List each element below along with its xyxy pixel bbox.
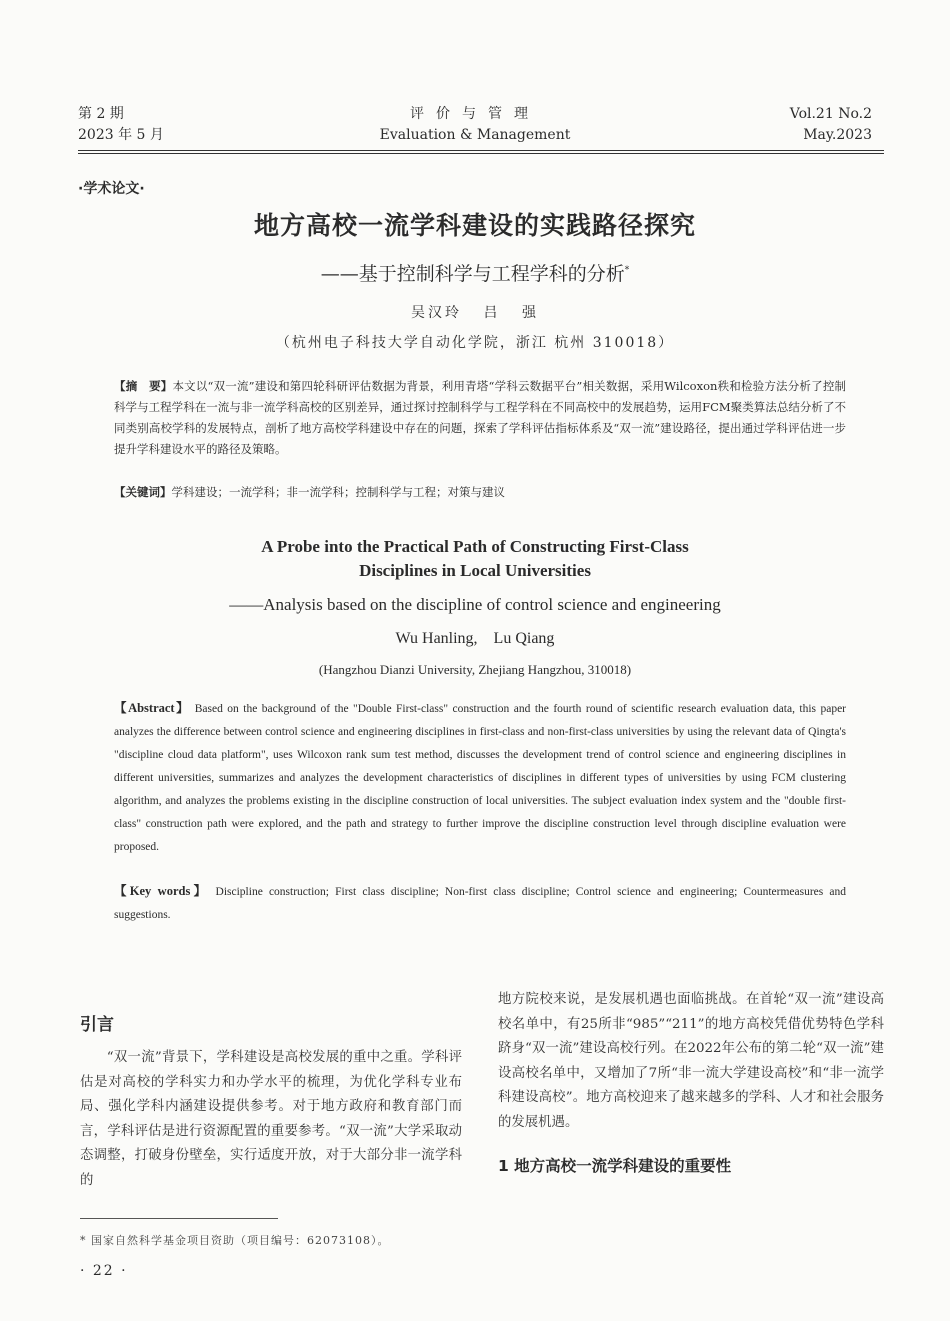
abstract-en <box>114 697 846 859</box>
footnote: * 国家自然科学基金项目资助（项目编号：62073108）。 <box>80 1234 390 1247</box>
header-issue: 第 2 期 <box>78 106 124 122</box>
right-paragraph: 地方院校来说，是发展机遇也面临挑战。在首轮“双一流”建设高校名单中，有25所非“985”“211”的地方高校凭借优势特色学科跻身“双一流”建设高校行列。在2022年公布的第二轮“双一流”建设高校名单中，又增加了7所“非一流大学建设高校”和“非一流学科建设高校”。地方高校迎来了越来越多的学科、人才和社会服务的发展机遇。 <box>498 992 884 1130</box>
affiliation-en: (Hangzhou Dianzi University, Zhejiang Hangzhou, 310018) <box>318 662 632 677</box>
paper-title-cn: 地方高校一流学科建设的实践路径探究 <box>253 211 696 240</box>
authors-en: Wu Hanling, Lu Qiang <box>395 630 555 647</box>
authors-cn: 吴汉玲 吕 强 <box>411 305 539 321</box>
affiliation-cn: （杭州电子科技大学自动化学院，浙江 杭州 310018） <box>275 335 675 351</box>
funding-mark: * <box>624 265 630 276</box>
header-rule <box>78 150 884 151</box>
abstract-cn-text: 本文以“双一流”建设和第四轮科研评估数据为背景，利用青塔“学科云数据平台”相关数据，采用Wilcoxon秩和检验方法分析了控制科学与工程学科在一流与非一流学科高校的区别差异，通过探讨控制科学与工程学科在不同高校中的发展趋势，运用FCM聚类算法总结分析了不同类别高校学科的发展特点，剖析了地方高校学科建设中存在的问题，探索了学科评估指标体系及“双一流”建设路径，提出通过学科评估进一步提升学科建设水平的路径及策略。 <box>114 379 847 456</box>
paper-subtitle-cn <box>0 259 950 286</box>
keywords-en-text: Discipline construction; First class discipline; Non-first class discipline; Control science and engineering; Countermeasures and suggestions. <box>114 886 847 921</box>
paper-title-en-line2: Disciplines in Local Universities <box>359 561 591 580</box>
header-journal-cn: 评价与管理 <box>410 106 540 122</box>
paper-title-en-line1: A Probe into the Practical Path of Constructing First-Class <box>261 537 689 556</box>
subtitle-cn-text: ——基于控制科学与工程学科的分析 <box>320 263 625 285</box>
header-volume-block <box>790 104 872 146</box>
keywords-cn-text: 学科建设；一流学科；非一流学科；控制科学与工程；对策与建议 <box>171 485 505 499</box>
abstract-cn <box>114 376 846 460</box>
abstract-en-text: Based on the background of the "Double First-class" construction and the fourth round of scientific research evaluation data, this paper analyzes the difference between control science and engineering disciplines in first-class and non-first-class universities by using the relevant data of Qingta's "discipline cloud data platform", uses Wilcoxon rank sum test method, discusses the development trend of control science and engineering disciplines in different universities, summarizes and analyzes the development characteristics of disciplines in different types of universities by using FCM clustering algorithm, and analyzes the problems existing in the discipline construction of local universities. The subject evaluation index system and the "double first-class" construction path were explored, and the path and strategy to further improve the discipline construction level through discipline evaluation were proposed. <box>114 703 847 853</box>
intro-heading: 引言 <box>80 1015 114 1035</box>
keywords-cn <box>114 482 846 503</box>
paper-subtitle-en: ——Analysis based on the discipline of control science and engineering <box>229 595 721 614</box>
header-rule-thin <box>78 153 884 154</box>
body-column-left <box>80 1010 462 1193</box>
header-journal-en: Evaluation & Management <box>379 127 571 143</box>
abstract-en-label: 【Abstract】 <box>114 701 191 715</box>
header-date-cn: 2023 年 5 月 <box>78 127 164 143</box>
body-column-right <box>498 988 884 1176</box>
keywords-en-label: 【Key words】 <box>114 884 210 898</box>
header-volume: Vol.21 No.2 <box>789 106 872 122</box>
keywords-en <box>114 880 846 927</box>
section-tag: ·学术论文· <box>78 181 145 197</box>
keywords-cn-label: 【关键词】 <box>114 485 172 499</box>
paper-title-en <box>0 535 950 583</box>
header-date-en: May.2023 <box>803 127 872 143</box>
footnote-rule <box>80 1218 278 1219</box>
section1-heading: 1 地方高校一流学科建设的重要性 <box>498 1157 732 1175</box>
intro-paragraph: “双一流”背景下，学科建设是高校发展的重中之重。学科评估是对高校的学科实力和办学水平的梳理，为优化学科专业布局、强化学科内涵建设提供参考。对于地方政府和教育部门而言，学科评估是进行资源配置的重要参考。“双一流”大学采取动态调整，打破身份壁垒，实行适度开放，对于大部分非一流学科的 <box>80 1050 462 1188</box>
abstract-cn-label: 【摘 要】 <box>114 379 173 393</box>
page-number: · 22 · <box>80 1263 128 1279</box>
